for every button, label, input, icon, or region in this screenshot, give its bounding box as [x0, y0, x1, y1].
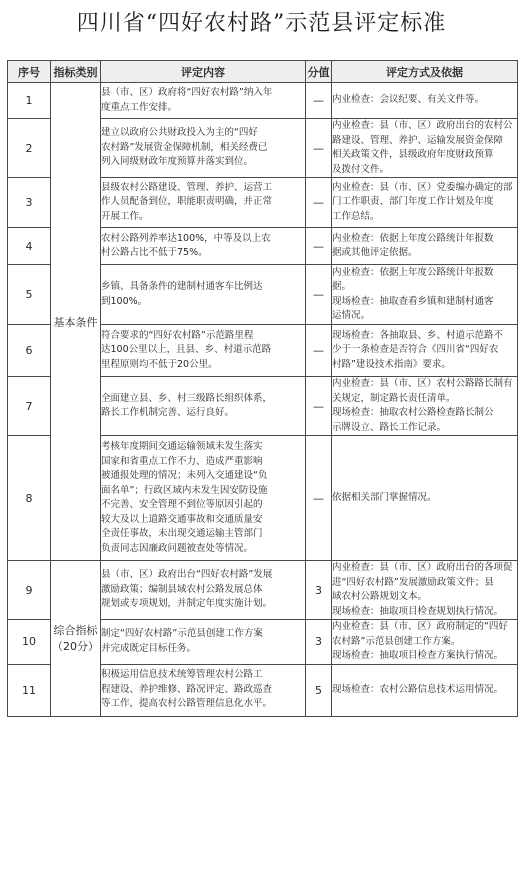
evaluation-method — [332, 228, 518, 265]
text-line: 据。 — [332, 281, 352, 292]
text-line: 达100公里以上，且县、乡、村道示范路 — [101, 344, 272, 356]
evaluation-method — [332, 83, 518, 119]
text-line: 被通报处理的情况；未列入交通建设“负 — [101, 470, 268, 481]
text-line: 现场检查：各抽取县、乡、村道示范路不 — [332, 329, 504, 341]
header-category: 指标类别 — [51, 61, 101, 83]
text-line: 县级农村公路建设、管理、养护、运营工 — [101, 181, 273, 193]
header-score: 分值 — [306, 61, 332, 83]
evaluation-content — [101, 265, 306, 325]
evaluation-content — [101, 325, 306, 377]
table-body — [8, 83, 518, 717]
score-value: 3 — [306, 561, 332, 620]
row-number: 8 — [8, 436, 51, 561]
text-line: 建立以政府公共财政投入为主的“四好 — [101, 127, 258, 139]
text-line: 村公路占比不低于75%。 — [101, 247, 208, 258]
evaluation-method — [332, 436, 518, 561]
text-line: 乡镇、具备条件的建制村通客车比例达 — [101, 281, 263, 292]
evaluation-method — [332, 119, 518, 178]
evaluation-content — [101, 664, 306, 716]
text-line: 农村公路列养率达100%，中等及以上农 — [101, 232, 271, 244]
text-line: 现场检查：抽取农村公路检查路长制公 — [332, 407, 494, 418]
text-line: 内业检查：依据上年度公路统计年报数 — [332, 266, 494, 278]
evaluation-method — [332, 561, 518, 620]
category-basic: 基本条件 — [51, 83, 101, 561]
evaluation-method — [332, 664, 518, 716]
text-line: 路长工作机制完善、运行良好。 — [101, 407, 235, 418]
text-line: 示牌设立、路长工作记录。 — [332, 421, 447, 433]
header-content: 评定内容 — [101, 61, 306, 83]
text-line: 里程原则均不低于20公里。 — [101, 358, 218, 370]
score-value: — — [306, 228, 332, 265]
text-line: 内业检查：县（市、区）政府出台的农村公 — [332, 120, 513, 131]
score-value: — — [306, 119, 332, 178]
evaluation-content — [101, 377, 306, 436]
text-line: 度重点工作安排。 — [101, 101, 178, 113]
text-line: 等工作，提高农村公路管理信息化水平。 — [101, 698, 273, 710]
row-number: 3 — [8, 178, 51, 228]
text-line: 列入同级财政年度预算并落实到位。 — [101, 156, 254, 168]
text-line: 全面建立县、乡、村三级路长组织体系， — [101, 392, 273, 404]
text-line: 开展工作。 — [101, 210, 149, 222]
evaluation-content — [101, 178, 306, 228]
text-line: 农村路”示范县创建工作方案。 — [332, 635, 461, 647]
evaluation-content — [101, 620, 306, 665]
text-line: 进“四好农村路”发展激励政策文件；县 — [332, 576, 494, 588]
row-number: 9 — [8, 561, 51, 620]
text-line: 内业检查：依据上年度公路统计年报数 — [332, 232, 494, 244]
text-line: 相关政策文件，县级政府年度财政预算 — [332, 149, 494, 160]
text-line: 县（市、区）政府出台“四好农村路”发展 — [101, 569, 273, 581]
text-line: 农村路”发展资金保障机制，相关经费已 — [101, 141, 268, 153]
text-line: 作人员配备到位，职能职责明确，并正常 — [101, 196, 273, 208]
evaluation-method — [332, 178, 518, 228]
text-line: 程建设、养护维修、路况评定、路政巡查 — [101, 683, 273, 695]
text-line: 及拨付文件。 — [332, 163, 390, 175]
text-line: 面名单”；行政区域内未发生因安防设施 — [101, 484, 268, 496]
text-line: 制定“四好农村路”示范县创建工作方案 — [101, 628, 263, 640]
table-row — [8, 561, 518, 620]
evaluation-content — [101, 436, 306, 561]
text-line: 现场检查：抽取查看乡镇和建制村通客 — [332, 295, 494, 307]
row-number: 6 — [8, 325, 51, 377]
text-line: 符合要求的“四好农村路”示范路里程 — [101, 329, 254, 341]
text-line: 负责同志因廉政问题被查处等情况。 — [101, 542, 254, 554]
text-line: 内业检查：会议纪要、有关文件等。 — [332, 94, 485, 106]
score-value: 3 — [306, 620, 332, 665]
evaluation-content — [101, 228, 306, 265]
text-line: 内业检查：县（市、区）政府出台的各项促 — [332, 562, 513, 573]
score-value: — — [306, 178, 332, 228]
text-line: 内业检查：县（市、区）农村公路路长制有 — [332, 378, 513, 389]
text-line: 激励政策；编制县域农村公路发展总体 — [101, 583, 263, 595]
text-line: 不完善、安全管理不到位等原因引起的 — [101, 499, 263, 510]
header-method: 评定方式及依据 — [332, 61, 518, 83]
evaluation-method — [332, 265, 518, 325]
document-title: 四川省“四好农村路”示范县评定标准 — [76, 11, 447, 36]
text-line: 并完成既定目标任务。 — [101, 642, 197, 654]
category-composite — [51, 561, 101, 717]
score-value: — — [306, 265, 332, 325]
table-header-row — [8, 61, 518, 83]
text-line: 依据相关部门掌握情况。 — [332, 491, 437, 503]
text-line: 国家和省重点工作不力、造成严重影响 — [101, 455, 263, 467]
text-line: 县（市、区）政府将“四好农村路”纳入年 — [101, 87, 273, 98]
text-line: 关规定，制定路长责任清单。 — [332, 392, 456, 404]
row-number: 1 — [8, 83, 51, 119]
score-value: — — [306, 83, 332, 119]
evaluation-content — [101, 119, 306, 178]
evaluation-method — [332, 620, 518, 665]
text-line: 全责任事故，未出现交通运输主管部门 — [101, 528, 263, 539]
standards-table — [7, 60, 518, 717]
text-line: 综合指标 — [53, 624, 98, 638]
row-number: 11 — [8, 664, 51, 716]
row-number: 2 — [8, 119, 51, 178]
text-line: 少于一条检查是否符合《四川省“四好农 — [332, 344, 499, 356]
row-number: 5 — [8, 265, 51, 325]
evaluation-method — [332, 377, 518, 436]
text-line: 现场检查：抽取项目检查规划执行情况。 — [332, 605, 504, 617]
evaluation-content — [101, 83, 306, 119]
text-line: 积极运用信息技术统筹管理农村公路工 — [101, 669, 263, 681]
text-line: 运情况。 — [332, 310, 371, 321]
text-line: 村路”建设技术指南》要求。 — [332, 358, 451, 370]
text-line: 内业检查：县（市、区）政府制定的“四好 — [332, 621, 508, 632]
score-value: 5 — [306, 664, 332, 716]
text-line: 工作总结。 — [332, 210, 380, 222]
text-line: 较大及以上道路交通事故和交通质量安 — [101, 513, 263, 525]
text-line: （20分） — [52, 640, 99, 654]
text-line: 到100%。 — [101, 295, 148, 307]
row-number: 10 — [8, 620, 51, 665]
text-line: 现场检查：农村公路信息技术运用情况。 — [332, 683, 504, 695]
text-line: 规划或专项规划，并制定年度实施计划。 — [101, 598, 273, 610]
text-line: 内业检查：县（市、区）党委编办确定的部 — [332, 181, 513, 193]
evaluation-method — [332, 325, 518, 377]
text-line: 现场检查：抽取项目检查方案执行情况。 — [332, 650, 504, 661]
score-value: — — [306, 377, 332, 436]
text-line: 考核年度期间交通运输领域未发生落实 — [101, 441, 263, 452]
header-no: 序号 — [8, 61, 51, 83]
row-number: 7 — [8, 377, 51, 436]
text-line: 门工作职责、部门年度工作计划及年度 — [332, 196, 494, 208]
text-line: 路建设、管理、养护、运输发展资金保障 — [332, 134, 504, 146]
table-row — [8, 83, 518, 119]
score-value: — — [306, 325, 332, 377]
row-number: 4 — [8, 228, 51, 265]
evaluation-content — [101, 561, 306, 620]
text-line: 域农村公路规划文本。 — [332, 591, 428, 602]
text-line: 据或其他评定依据。 — [332, 247, 418, 258]
score-value: — — [306, 436, 332, 561]
